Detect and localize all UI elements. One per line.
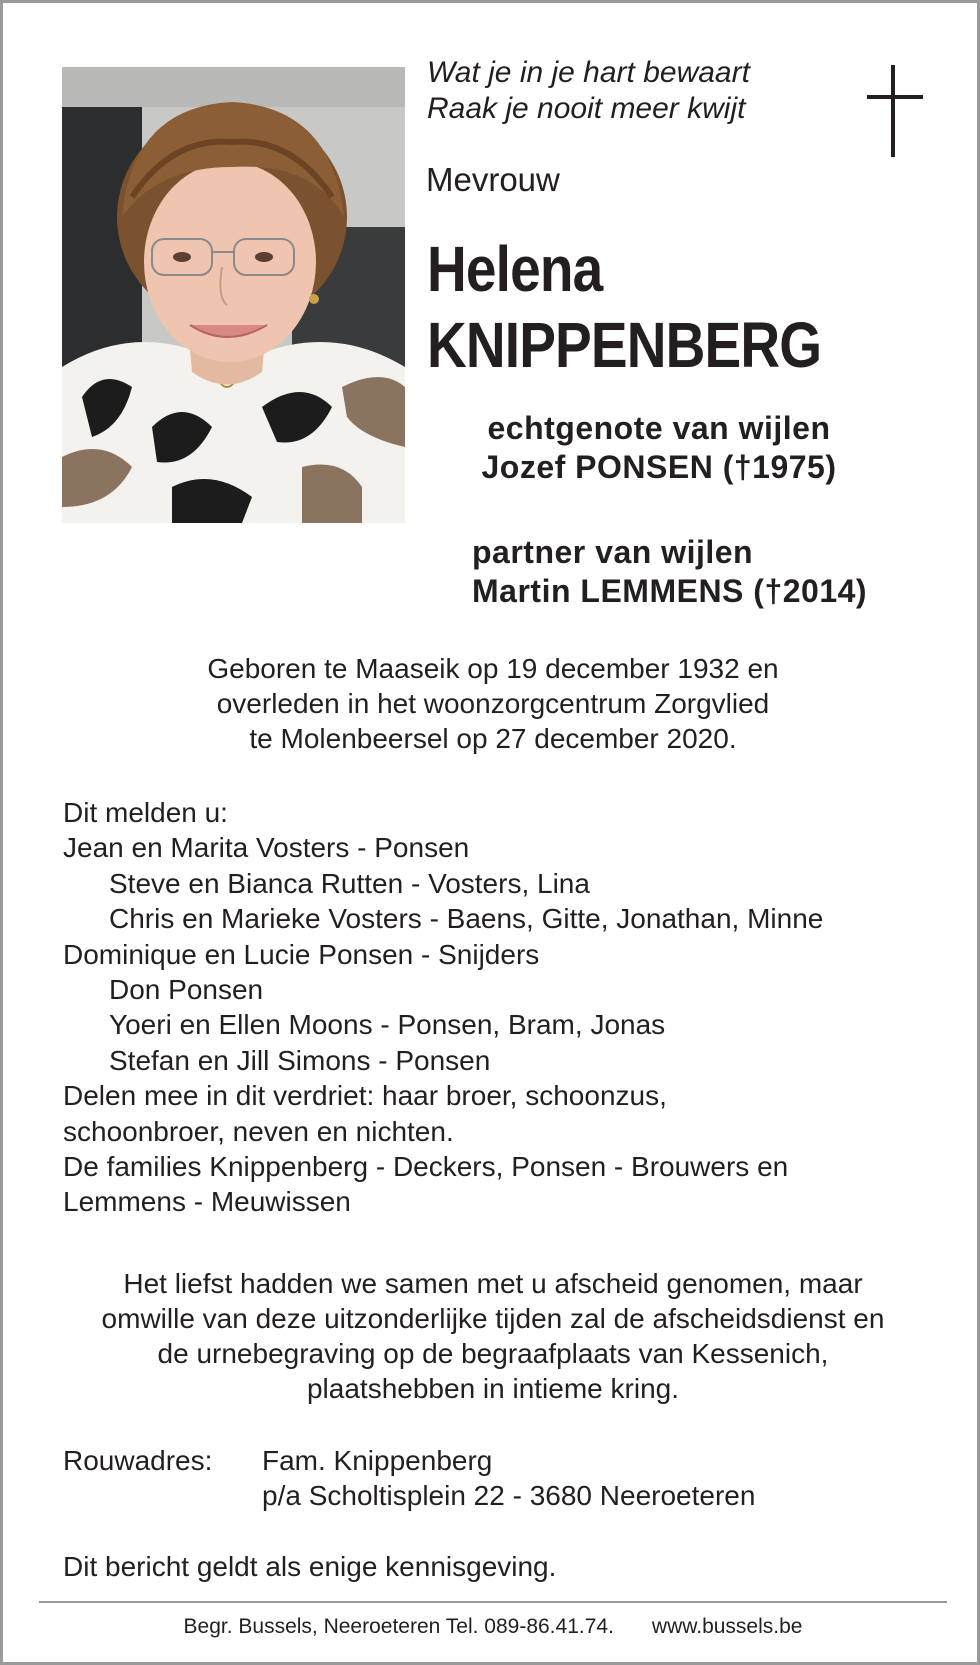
partner-relation: partner van wijlen <box>472 534 754 570</box>
family-line: Dit melden u: <box>63 797 228 828</box>
family-list <box>63 795 943 1220</box>
notice: Dit bericht geldt als enige kennisgeving. <box>63 1551 557 1582</box>
family-line: Stefan en Jill Simons - Ponsen <box>109 1044 491 1076</box>
first-name: Helena <box>427 233 603 305</box>
family-line: Dominique en Lucie Ponsen - Snijders <box>63 938 540 970</box>
motto <box>427 55 750 127</box>
family-line: Yoeri en Ellen Moons - Ponsen, Bram, Jonas <box>109 1009 666 1041</box>
birth-death-info <box>63 651 923 756</box>
website-link[interactable]: www.bussels.be <box>651 1615 803 1638</box>
family-line: Delen mee in dit verdriet: haar broer, schoonzus, <box>63 1080 667 1112</box>
address-line: p/a Scholtisplein 22 - 3680 Neeroeteren <box>262 1480 756 1511</box>
partner-name: Martin LEMMENS (†2014) <box>472 573 868 609</box>
spouse-name: Jozef PONSEN (†1975) <box>481 449 837 485</box>
service-line: de urnebegraving op de begraafplaats van Kessenich, <box>157 1338 829 1369</box>
spouse-relation: echtgenote van wijlen <box>487 410 831 446</box>
service-line: omwille van deze uitzonderlijke tijden zal de afscheidsdienst en <box>101 1303 885 1334</box>
condolence-address-lines <box>262 1443 755 1513</box>
footer <box>3 1615 980 1639</box>
family-line: Don Ponsen <box>109 974 264 1006</box>
family-line: Jean en Marita Vosters - Ponsen <box>63 832 470 864</box>
birth-death-line: Geboren te Maaseik op 19 december 1932 en <box>207 653 779 684</box>
undertaker-info: Begr. Bussels, Neeroeteren Tel. 089-86.41.74. <box>183 1615 614 1638</box>
service-line: Het liefst hadden we samen met u afscheid genomen, maar <box>123 1268 863 1299</box>
partner-info <box>472 533 867 611</box>
portrait-image <box>62 67 405 523</box>
last-name: KNIPPENBERG <box>427 309 822 381</box>
family-line: Lemmens - Meuwissen <box>63 1186 351 1218</box>
motto-line: Raak je nooit meer kwijt <box>427 92 746 125</box>
honorific: Mevrouw <box>426 161 560 198</box>
service-info <box>43 1266 943 1406</box>
family-line: schoonbroer, neven en nichten. <box>63 1115 454 1147</box>
family-line: Steve en Bianca Rutten - Vosters, Lina <box>109 867 590 899</box>
condolence-address-label: Rouwadres: <box>63 1445 213 1476</box>
service-line: plaatshebben in intieme kring. <box>306 1373 679 1404</box>
address-line: Fam. Knippenberg <box>262 1445 493 1476</box>
birth-death-line: te Molenbeersel op 27 december 2020. <box>249 723 737 754</box>
portrait-photo <box>62 67 405 523</box>
family-line: De families Knippenberg - Deckers, Ponsen - Brouwers en <box>63 1151 789 1183</box>
footer-divider <box>39 1601 947 1603</box>
deceased-name <box>427 231 821 383</box>
spouse-info <box>439 409 879 487</box>
motto-line: Wat je in je hart bewaart <box>427 56 750 89</box>
cross-icon <box>867 65 923 157</box>
family-line: Chris en Marieke Vosters - Baens, Gitte, Jonathan, Minne <box>109 903 824 935</box>
birth-death-line: overleden in het woonzorgcentrum Zorgvlied <box>216 688 770 719</box>
